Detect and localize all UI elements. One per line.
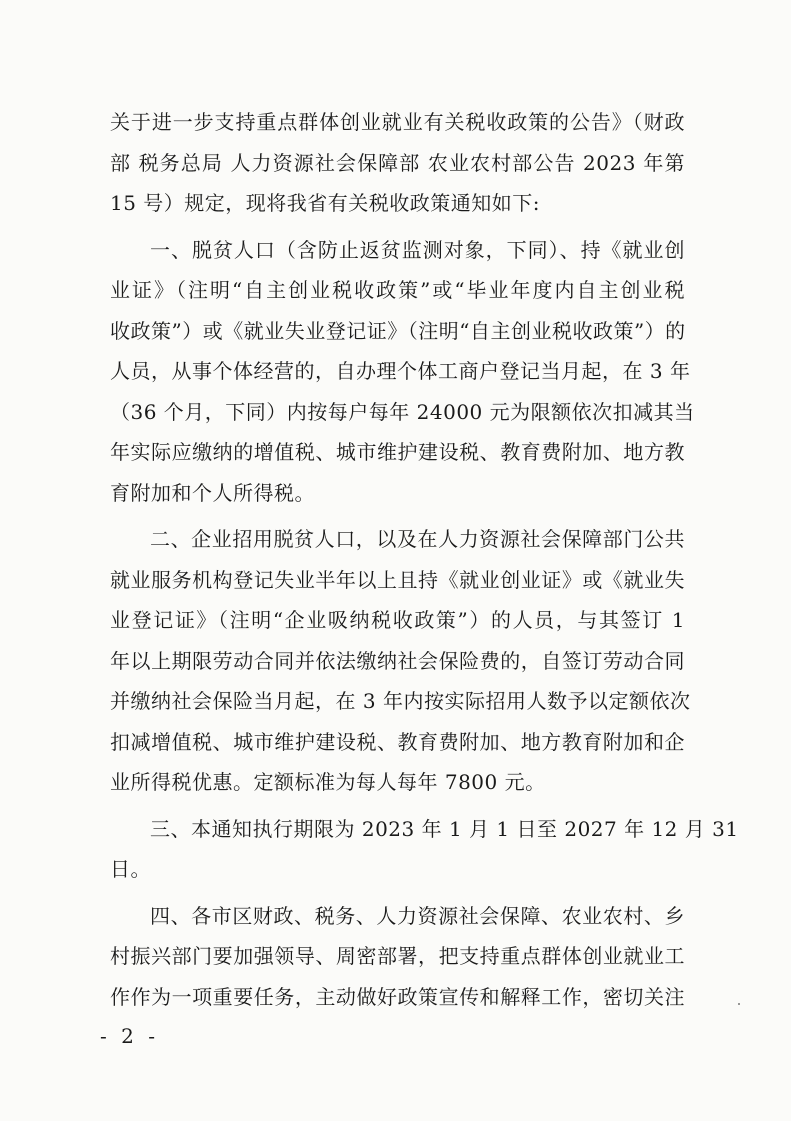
scan-speck — [738, 1003, 740, 1005]
page-number: - 2 - — [100, 1024, 159, 1048]
text-line-18: 三、本通知执行期限为 2023 年 1 月 1 日至 2027 年 12 月 31 — [150, 816, 739, 841]
text-line-17: 业所得税优惠。定额标准为每人每年 7800 元。 — [110, 770, 546, 794]
text-line-8: （36 个月，下同）内按每户每年 24000 元为限额依次扣减其当 — [110, 399, 695, 424]
text-line-13: 业登记证》（注明“企业吸纳税收政策”）的人员，与其签订 1 — [110, 608, 685, 632]
text-line-15: 并缴纳社会保险当月起，在 3 年内按实际招用人数予以定额依次 — [110, 689, 691, 713]
text-line-4: 一、脱贫人口（含防止返贫监测对象，下同）、持《就业创 — [150, 237, 685, 262]
text-line-9: 年实际应缴纳的增值税、城市维护建设税、教育费附加、地方教 — [110, 440, 685, 464]
text-line-1: 关于进一步支持重点群体创业就业有关税收政策的公告》（财政 — [110, 110, 685, 134]
text-line-12: 就业服务机构登记失业半年以上且持《就业创业证》或《就业失 — [110, 567, 685, 592]
text-line-6: 收政策”）或《就业失业登记证》（注明“自主创业税收政策”）的 — [110, 318, 686, 343]
text-line-20: 四、各市区财政、税务、人力资源社会保障、农业农村、乡 — [150, 903, 685, 928]
text-line-21: 村振兴部门要加强领导、周密部署，把支持重点群体创业就业工 — [110, 944, 685, 968]
document-body — [110, 102, 739, 1017]
text-line-3: 15 号）规定，现将我省有关税收政策通知如下: — [110, 191, 541, 215]
text-line-10: 育附加和个人所得税。 — [110, 480, 315, 505]
text-line-11: 二、企业招用脱贫人口，以及在人力资源社会保障部门公共 — [150, 527, 685, 551]
text-line-14: 年以上期限劳动合同并依法缴纳社会保险费的，自签订劳动合同 — [110, 648, 685, 673]
text-line-2: 部 税务总局 人力资源社会保障部 农业农村部公告 2023 年第 — [110, 150, 685, 175]
text-line-19: 日。 — [110, 857, 151, 881]
text-line-5: 业证》（注明“自主创业税收政策”或“毕业年度内自主创业税 — [110, 278, 685, 302]
text-line-16: 扣减增值税、城市维护建设税、教育费附加、地方教育附加和企 — [110, 729, 685, 754]
text-line-7: 人员，从事个体经营的，自办理个体工商户登记当月起，在 3 年 — [110, 359, 691, 383]
text-line-22: 作作为一项重要任务，主动做好政策宣传和解释工作，密切关注 — [110, 984, 685, 1009]
